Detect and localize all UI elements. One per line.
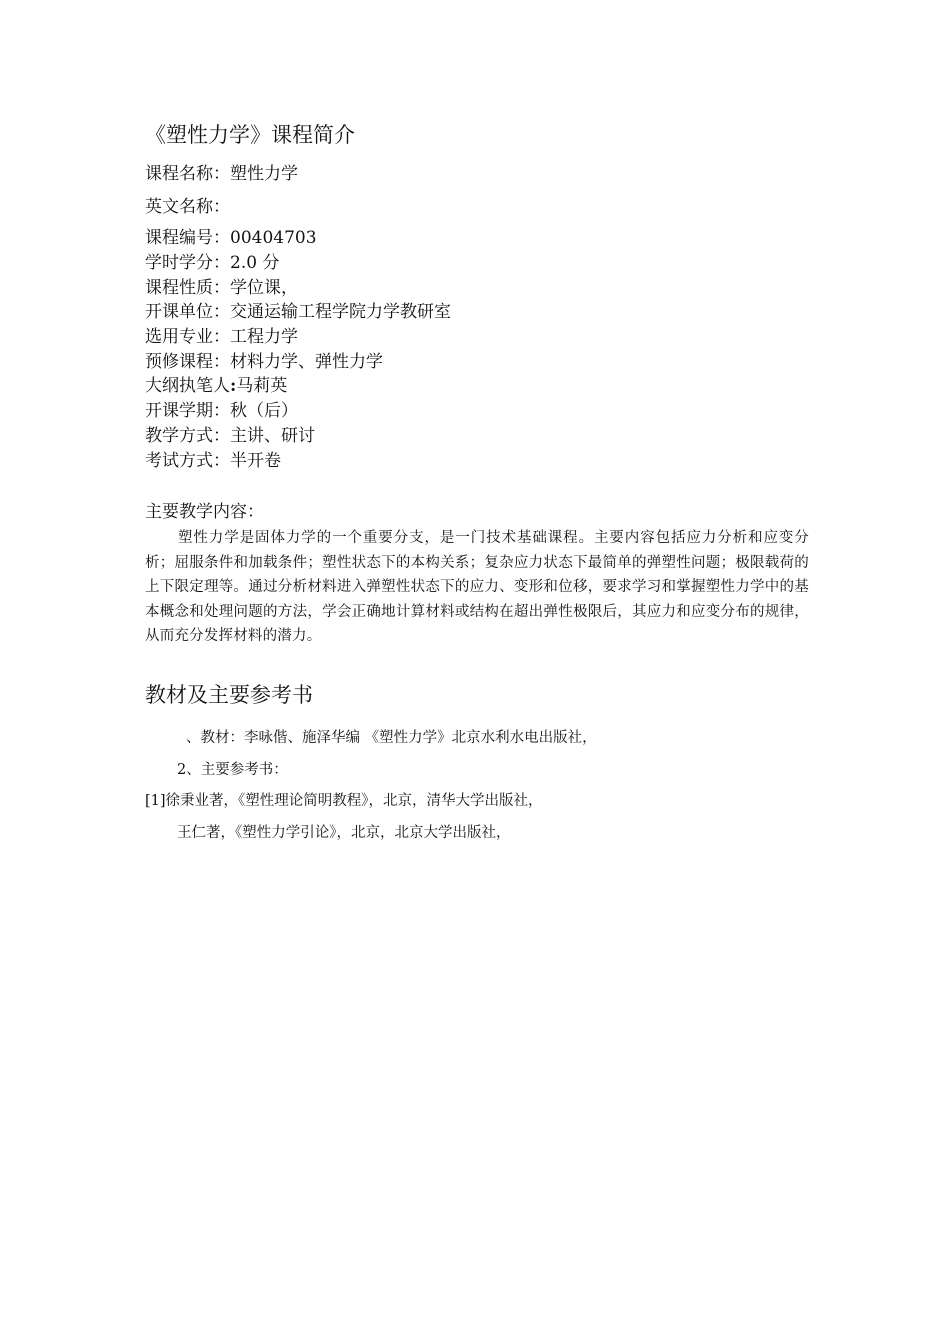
author-label: 大纲执笔人 — [145, 376, 230, 396]
reference-item-2: 王仁著，《塑性力学引论》，北京，北京大学出版社， — [177, 825, 511, 841]
content-label: 主要教学内容： — [145, 502, 264, 522]
prerequisites-line: 预修课程：材料力学、弹性力学 — [145, 352, 383, 372]
author-colon: : — [230, 376, 237, 396]
main-refs-label: 2、主要参考书： — [177, 762, 288, 778]
course-code-line: 课程编号：00404703 — [145, 228, 317, 248]
english-name-line: 英文名称： — [145, 197, 230, 217]
references-heading: 教材及主要参考书 — [145, 683, 313, 707]
reference-item-1: [1]徐秉业著，《塑性理论简明教程》，北京，清华大学出版社， — [145, 793, 543, 809]
author-line — [145, 374, 287, 398]
major-line: 选用专业：工程力学 — [145, 327, 298, 347]
exam-method-line: 考试方式：半开卷 — [145, 451, 281, 471]
semester-line: 开课学期：秋（后） — [145, 401, 298, 421]
teaching-method-line: 教学方式：主讲、研讨 — [145, 426, 315, 446]
document-title: 《塑性力学》课程简介 — [145, 123, 355, 147]
course-name-line: 课程名称：塑性力学 — [145, 164, 298, 184]
content-paragraph: 塑性力学是固体力学的一个重要分支，是一门技术基础课程。主要内容包括应力分析和应变分析；屈服条件和加载条件；塑性状态下的本构关系；复杂应力状态下最简单的弹塑性问题；极限载荷的上下限定理等。通过分析材料进入弹塑性状态下的应力、变形和位移，要求学习和掌握塑性力学中的基本概念和处理问题的方法，学会正确地计算材料或结构在超出弹性极限后，其应力和应变分布的规律，从而充分发挥材料的潜力。 — [145, 530, 809, 644]
textbook-line: 、教材：李咏偕、施泽华编 《塑性力学》北京水利水电出版社， — [186, 730, 597, 746]
credits-line: 学时学分：2.0 分 — [145, 253, 280, 273]
course-nature-line: 课程性质：学位课， — [145, 278, 298, 298]
department-line: 开课单位：交通运输工程学院力学教研室 — [145, 302, 451, 322]
author-name: 马莉英 — [236, 376, 288, 396]
